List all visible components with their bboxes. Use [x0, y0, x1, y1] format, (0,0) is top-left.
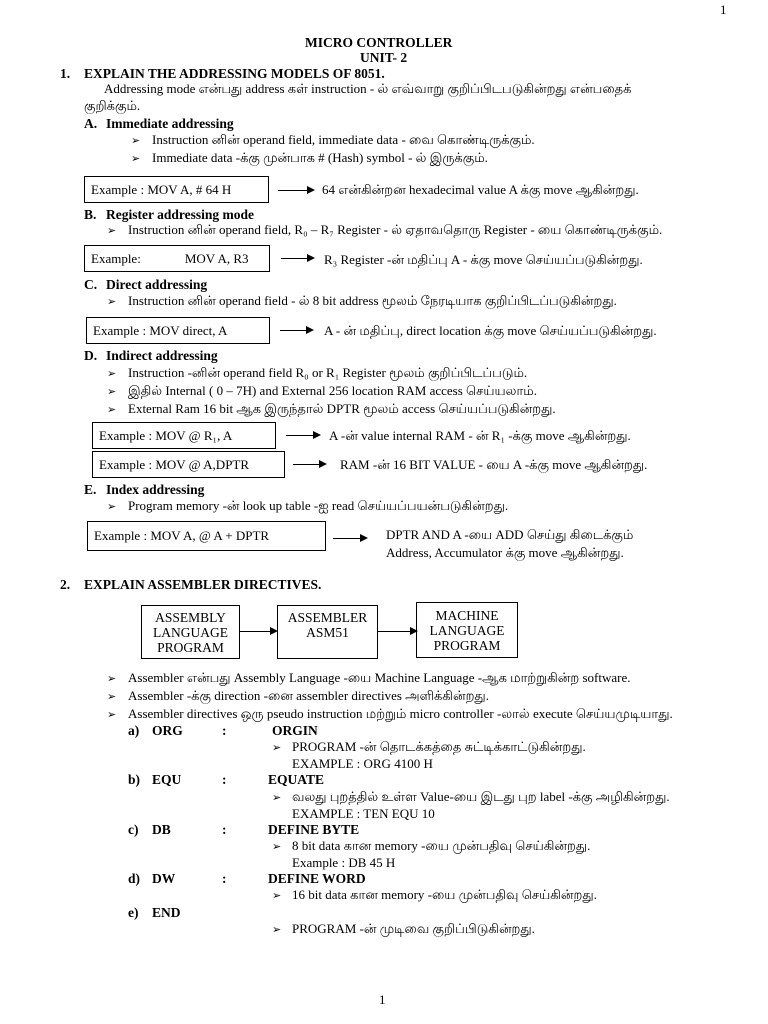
- directive-description: 16 bit data கான memory -யை முன்பதிவு செய்கின்றது.: [292, 887, 597, 902]
- section-d-bullet2: இதில் Internal ( 0 – 7H) and External 256 location RAM access செய்யலாம்.: [128, 383, 537, 398]
- section-d-bullet3: External Ram 16 bit ஆக இருந்தால் DPTR மூலம் access செய்யப்படுகின்றது.: [128, 401, 556, 416]
- directive-name: DW: [152, 871, 176, 886]
- example-e-result2: Address, Accumulator க்கு move ஆகின்றது.: [386, 545, 624, 560]
- directive-colon: :: [222, 871, 227, 886]
- q1-intro-line2: குறிக்கும்.: [84, 98, 141, 113]
- bullet-arrow-icon: ➢: [107, 404, 117, 416]
- bullet-arrow-icon: ➢: [131, 135, 141, 147]
- arrow-right-icon: [286, 435, 319, 436]
- flow-box-line: MACHINE: [435, 607, 499, 623]
- arrow-right-icon: [333, 538, 366, 539]
- bullet-arrow-icon: ➢: [107, 673, 117, 685]
- arrow-right-icon: [280, 330, 312, 331]
- example-c-result: A - ன் மதிப்பு, direct location க்கு move செய்யப்படுகின்றது.: [324, 323, 657, 338]
- directive-colon: :: [222, 723, 227, 738]
- q1-intro-line1: Addressing mode என்பது address கள் instruction - ல் எவ்வாறு குறிப்பிடபடுகின்றது என்பதைக்: [104, 81, 632, 96]
- q1-number: 1.: [60, 66, 71, 81]
- example-e-box: Example : MOV A, @ A + DPTR: [87, 521, 326, 551]
- arrow-right-icon: [281, 258, 313, 259]
- flow-box-line: LANGUAGE: [429, 622, 505, 638]
- directive-index: d): [128, 871, 141, 886]
- directive-index: e): [128, 905, 139, 920]
- section-e-label: E.: [84, 482, 97, 497]
- directive-description: 8 bit data கான memory -யை முன்பதிவு செய்கின்றது.: [292, 838, 591, 853]
- flow-box-line: ASSEMBLER: [287, 610, 368, 625]
- bullet-arrow-icon: ➢: [107, 225, 117, 237]
- directive-description: PROGRAM -ன் முடிவை குறிப்பிடுகின்றது.: [292, 921, 535, 936]
- q2-bullet3: Assembler directives ஒரு pseudo instruction மற்றும் micro controller -லால் execute செய்யமுடியாது.: [128, 706, 673, 721]
- section-d-label: D.: [84, 348, 98, 363]
- unit-title: UNIT- 2: [360, 50, 408, 65]
- section-d-bullet1: Instruction -னின் operand field R₀ or R₁ Register மூலம் குறிப்பிடப்படும்.: [128, 365, 528, 380]
- example-d1-box: Example : MOV @ R₁, A: [92, 422, 276, 449]
- section-b-label: B.: [84, 207, 97, 222]
- directive-colon: :: [222, 822, 227, 837]
- arrow-right-icon: [378, 631, 416, 632]
- bullet-arrow-icon: ➢: [107, 296, 117, 308]
- flow-box-line: PROGRAM: [157, 639, 224, 655]
- q2-number: 2.: [60, 577, 71, 592]
- directive-example: Example : DB 45 H: [292, 855, 396, 870]
- bullet-arrow-icon: ➢: [107, 709, 117, 721]
- arrow-right-icon: [240, 631, 276, 632]
- page-number-bottom: 1: [379, 992, 386, 1007]
- example-d1-result: A -ன் value internal RAM - ன் R₁ -க்கு move ஆகின்றது.: [329, 428, 631, 443]
- section-c-bullet1: Instruction னின் operand field - ல் 8 bit address மூலம் நேரடியாக குறிப்பிடப்படுகின்றது.: [128, 293, 617, 308]
- flow-box-assembly-language-program: [141, 605, 240, 659]
- directive-example: EXAMPLE : ORG 4100 H: [292, 756, 433, 771]
- flow-box-line: LANGUAGE: [153, 624, 228, 640]
- q2-bullet1: Assembler என்பது Assembly Language -யை Machine Language -ஆக மாற்றுகின்ற software.: [128, 670, 631, 685]
- bullet-arrow-icon: ➢: [272, 792, 282, 804]
- example-e-result1: DPTR AND A -யை ADD செய்து கிடைக்கும்: [386, 527, 634, 542]
- q2-bullet2: Assembler -க்கு direction -னை assembler directives அளிக்கின்றது.: [128, 688, 489, 703]
- document-title: MICRO CONTROLLER: [305, 35, 453, 50]
- bullet-arrow-icon: ➢: [272, 924, 282, 936]
- flow-box-line: ASSEMBLY: [155, 609, 226, 625]
- q1-heading: EXPLAIN THE ADDRESSING MODELS OF 8051.: [84, 66, 385, 81]
- directive-name: ORG: [152, 723, 183, 738]
- q2-heading: EXPLAIN ASSEMBLER DIRECTIVES.: [84, 577, 322, 592]
- directive-name: END: [152, 905, 181, 920]
- directive-name: EQU: [152, 772, 182, 787]
- directive-meaning: ORGIN: [272, 723, 318, 738]
- example-b-label: Example:: [91, 250, 141, 266]
- arrow-right-icon: [278, 190, 313, 191]
- bullet-arrow-icon: ➢: [107, 691, 117, 703]
- example-b-result: R₃ Register -ன் மதிப்பு A - க்கு move செய்யப்படுகின்றது.: [324, 252, 643, 267]
- bullet-arrow-icon: ➢: [107, 501, 117, 513]
- example-b-box: [84, 245, 270, 272]
- bullet-arrow-icon: ➢: [272, 841, 282, 853]
- example-a-result: 64 என்கின்றன hexadecimal value A க்கு move ஆகின்றது.: [322, 182, 639, 197]
- example-a-box: Example : MOV A, # 64 H: [84, 176, 269, 203]
- example-b-code: MOV A, R3: [184, 250, 249, 266]
- directive-name: DB: [152, 822, 171, 837]
- directive-meaning: EQUATE: [268, 772, 325, 787]
- bullet-arrow-icon: ➢: [272, 890, 282, 902]
- example-d2-box: Example : MOV @ A,DPTR: [92, 451, 285, 478]
- directive-index: b): [128, 772, 141, 787]
- section-a-label: A.: [84, 116, 98, 131]
- bullet-arrow-icon: ➢: [131, 153, 141, 165]
- flow-box-line: ASM51: [306, 625, 349, 640]
- flow-box-machine-language-program: [416, 602, 518, 658]
- section-a-heading: Immediate addressing: [106, 116, 234, 131]
- section-c-heading: Direct addressing: [106, 277, 208, 292]
- directive-meaning: DEFINE BYTE: [268, 822, 360, 837]
- directive-index: a): [128, 723, 140, 738]
- directive-meaning: DEFINE WORD: [268, 871, 366, 886]
- section-a-bullet2: Immediate data -க்கு முன்பாக # (Hash) symbol - ல் இருக்கும்.: [152, 150, 488, 165]
- flow-box-line: PROGRAM: [433, 637, 501, 653]
- section-c-label: C.: [84, 277, 98, 292]
- flow-box-assembler: [277, 605, 378, 659]
- page-number-top: 1: [720, 2, 727, 17]
- directive-description: வலது புறத்தில் உள்ள Value-யை இடது புற label -க்கு அழிகின்றது.: [292, 789, 670, 804]
- directive-example: EXAMPLE : TEN EQU 10: [292, 806, 435, 821]
- directive-index: c): [128, 822, 139, 837]
- section-e-bullet1: Program memory -ன் look up table -ஐ read செய்யப்பயன்படுகின்றது.: [128, 498, 509, 513]
- example-c-box: Example : MOV direct, A: [86, 317, 270, 344]
- bullet-arrow-icon: ➢: [107, 386, 117, 398]
- section-b-heading: Register addressing mode: [106, 207, 254, 222]
- section-a-bullet1: Instruction னின் operand field, immediate data - வை கொண்டிருக்கும்.: [152, 132, 535, 147]
- bullet-arrow-icon: ➢: [272, 742, 282, 754]
- arrow-right-icon: [293, 464, 325, 465]
- bullet-arrow-icon: ➢: [107, 368, 117, 380]
- directive-colon: :: [222, 772, 227, 787]
- section-e-heading: Index addressing: [106, 482, 205, 497]
- section-b-bullet1: Instruction னின் operand field, R₀ – R₇ Register - ல் ஏதாவதொரு Register - யை கொண்டிருக்கும்.: [128, 222, 663, 237]
- section-d-heading: Indirect addressing: [106, 348, 218, 363]
- example-d2-result: RAM -ன் 16 BIT VALUE - யை A -க்கு move ஆகின்றது.: [340, 457, 648, 472]
- directive-description: PROGRAM -ன் தொடக்கத்தை சுட்டிக்காட்டுகின்றது.: [292, 739, 586, 754]
